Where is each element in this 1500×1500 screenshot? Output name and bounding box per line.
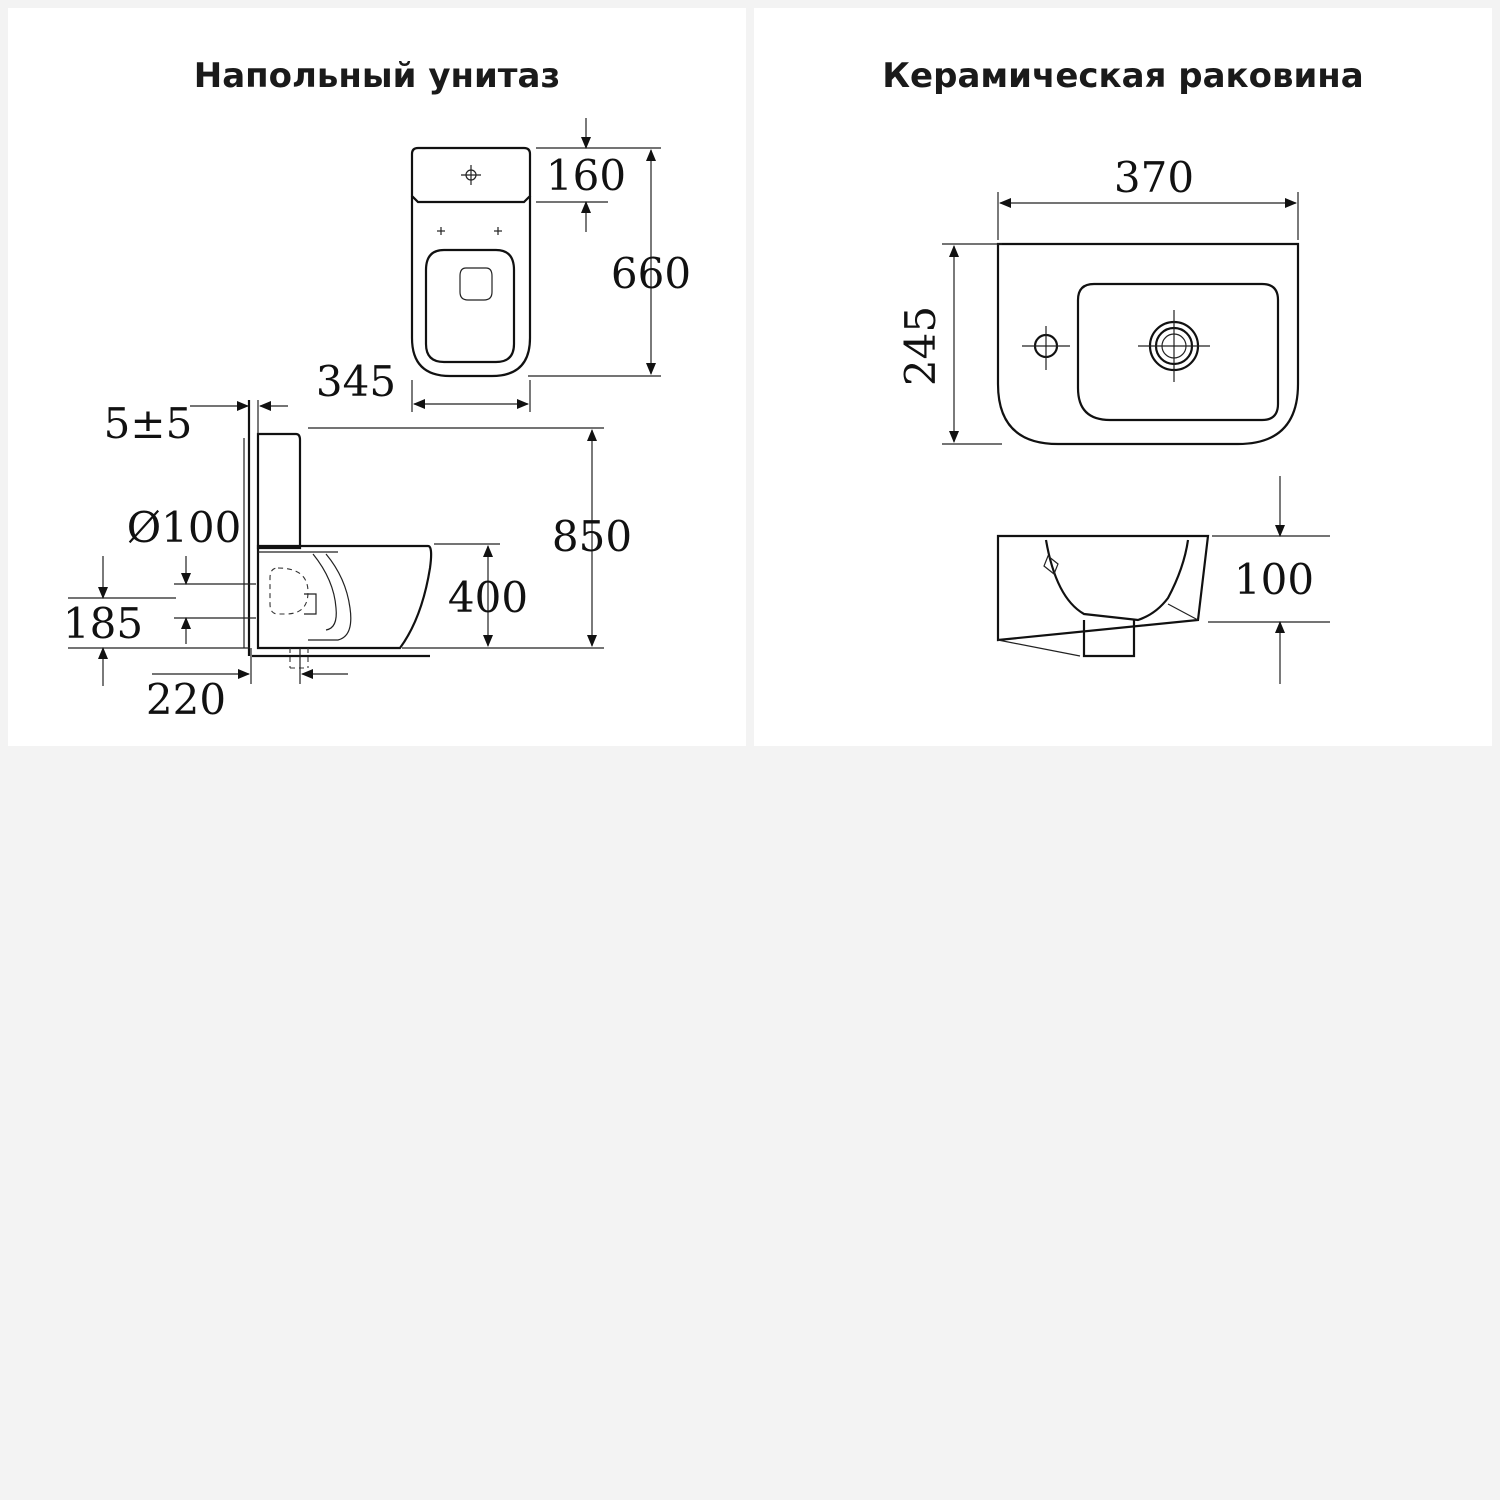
dim-bowl-height: 400 [447, 573, 529, 622]
sink-panel [754, 8, 1492, 746]
dim-tank-depth: 160 [545, 151, 627, 200]
toilet-drawing [8, 8, 746, 746]
dim-width: 345 [315, 357, 397, 406]
toilet-top-view [412, 148, 530, 376]
dim-outlet-height: 185 [62, 599, 144, 648]
toilet-side-view [244, 400, 431, 668]
toilet-panel [8, 8, 746, 746]
dim-outlet-diameter: Ø100 [126, 503, 242, 552]
dim-wall-gap: 5±5 [103, 399, 193, 448]
dim-sink-depth: 245 [896, 305, 945, 387]
sink-title: Керамическая раковина [882, 56, 1364, 96]
dim-sink-width: 370 [1113, 153, 1195, 202]
dim-height-total: 850 [551, 512, 633, 561]
dim-sink-height: 100 [1233, 555, 1315, 604]
toilet-title: Напольный унитаз [193, 56, 561, 96]
dim-total-length: 660 [610, 249, 692, 298]
sink-drawing [754, 8, 1492, 746]
sink-top-view [998, 244, 1298, 444]
dim-outlet-offset: 220 [145, 675, 227, 724]
sink-side-view [998, 536, 1208, 656]
